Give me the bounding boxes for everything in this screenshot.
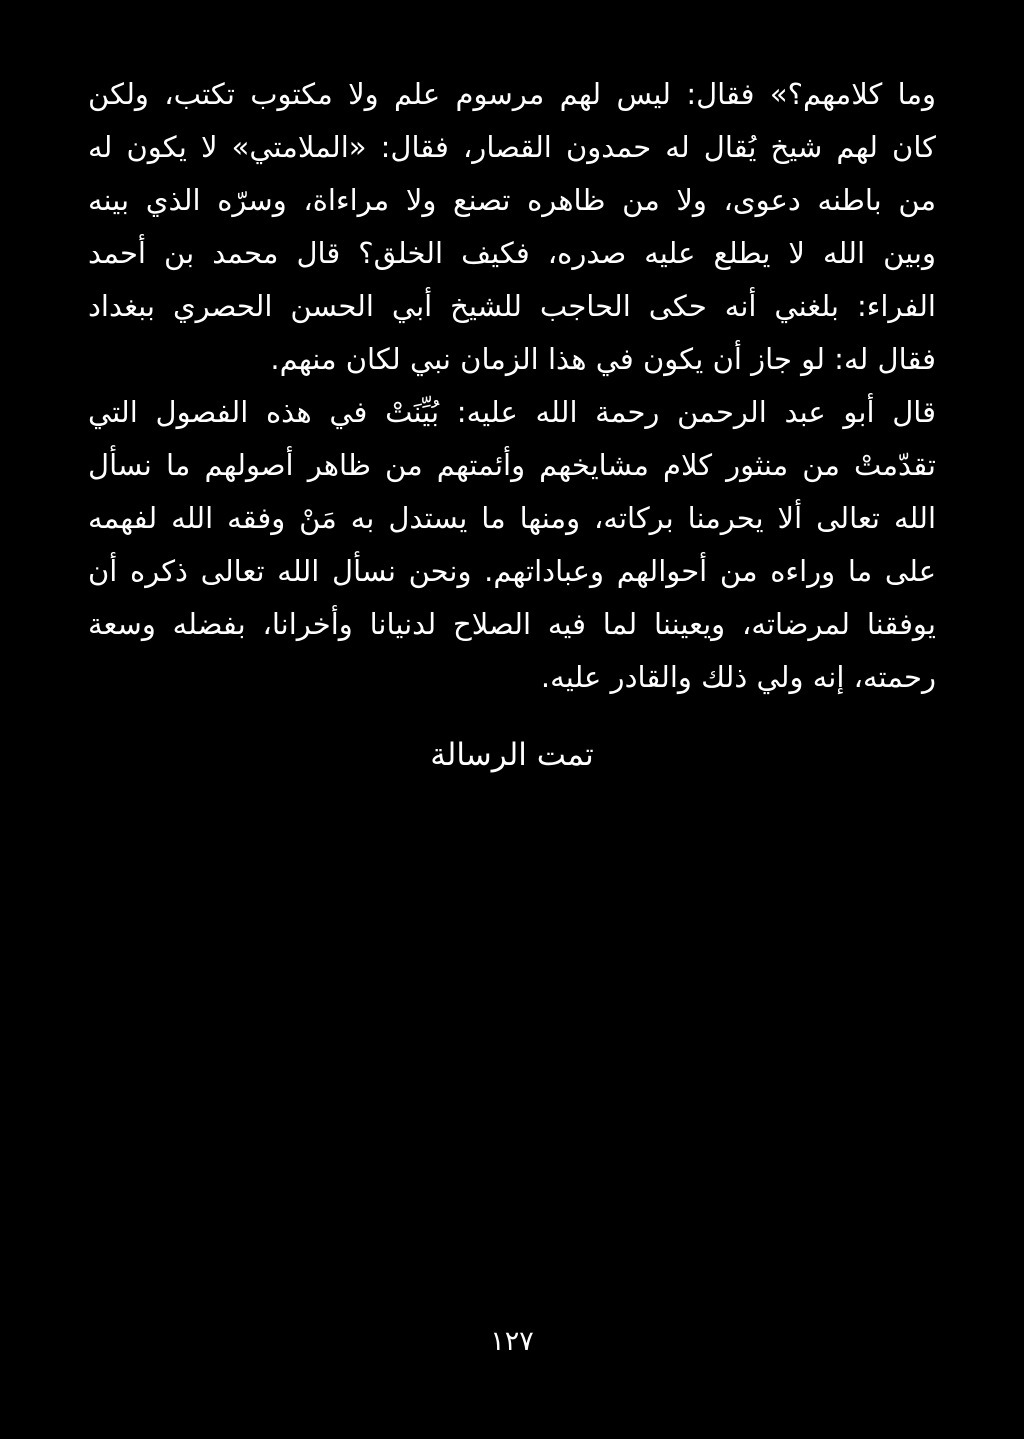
text-line: فقال له: لو جاز أن يكون في هذا الزمان نبي لكان منهم. (270, 342, 936, 376)
text-line: على ما وراءه من أحوالهم وعباداتهم. ونحن نسأل الله تعالى ذكره أن (88, 554, 936, 588)
text-line: قال أبو عبد الرحمن رحمة الله عليه: بُيِّنَتْ في هذه الفصول التي (88, 395, 936, 429)
text-line: الفراء: بلغني أنه حكى الحاجب للشيخ أبي الحسن الحصري ببغداد (88, 289, 936, 323)
text-line: من باطنه دعوى، ولا من ظاهره تصنع ولا مراءاة، وسرّه الذي بينه (88, 183, 936, 217)
text-line: الله تعالى ألا يحرمنا بركاته، ومنها ما يستدل به مَنْ وفقه الله لفهمه (88, 501, 936, 535)
text-line: وما كلامهم؟» فقال: ليس لهم مرسوم علم ولا مكتوب تكتب، ولكن (88, 77, 936, 111)
closing-title: تمت الرسالة (430, 737, 594, 773)
page-number: ١٢٧ (490, 1326, 534, 1357)
body-text (88, 68, 936, 704)
text-line: تقدّمتْ من منثور كلام مشايخهم وأئمتهم من ظاهر أصولهم ما نسأل (88, 448, 936, 482)
paragraph (88, 386, 936, 704)
paragraph (88, 68, 936, 386)
text-line: يوفقنا لمرضاته، ويعيننا لما فيه الصلاح لدنيانا وأخرانا، بفضله وسعة (88, 607, 936, 641)
text-line: وبين الله لا يطلع عليه صدره، فكيف الخلق؟ قال محمد بن أحمد (88, 236, 936, 270)
text-line: رحمته، إنه ولي ذلك والقادر عليه. (540, 660, 936, 694)
text-line: كان لهم شيخ يُقال له حمدون القصار، فقال: «الملامتي» لا يكون له (88, 130, 936, 164)
